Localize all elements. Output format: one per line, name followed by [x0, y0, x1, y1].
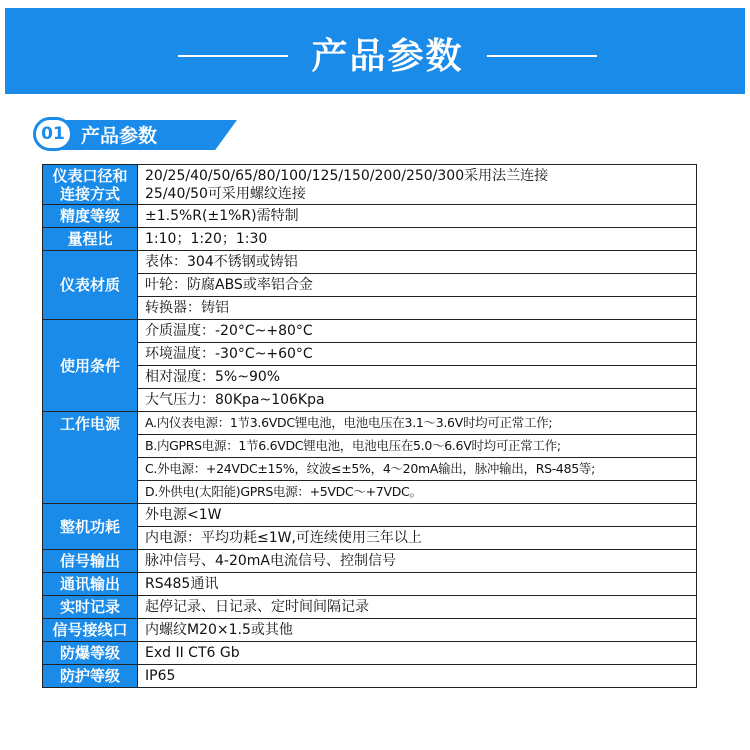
- row-value-power-4: D.外供电(太阳能)GPRS电源：+5VDC～+7VDC。: [138, 481, 697, 504]
- table-row: [43, 458, 697, 481]
- section-title: 产品参数: [81, 125, 158, 147]
- row-value-range: 1:10；1:20；1:30: [138, 228, 697, 251]
- row-header-wiring: 信号接线口: [43, 619, 138, 642]
- caliber-line-1: 20/25/40/50/65/80/100/125/150/200/250/300采用法兰连接: [145, 167, 549, 184]
- row-value-caliber: [138, 165, 697, 205]
- table-row: [43, 205, 697, 228]
- caliber-line-2: 25/40/50可采用螺纹连接: [145, 185, 306, 202]
- row-header-power: 工作电源: [43, 412, 138, 504]
- header-banner: [5, 8, 745, 94]
- table-row: [43, 596, 697, 619]
- table-row: [43, 665, 697, 688]
- row-value-condition-2: 环境温度：-30°C~+60°C: [138, 343, 697, 366]
- row-value-condition-4: 大气压力：80Kpa~106Kpa: [138, 389, 697, 412]
- row-value-explosion: Exd II CT6 Gb: [138, 642, 697, 665]
- row-header-communication: 通讯输出: [43, 573, 138, 596]
- row-header-consumption: 整机功耗: [43, 504, 138, 550]
- row-value-material-3: 转换器：铸铝: [138, 297, 697, 320]
- section-number-badge: 01: [33, 117, 73, 151]
- row-value-consumption-2: 内电源：平均功耗≤1W,可连续使用三年以上: [138, 527, 697, 550]
- table-row: [43, 320, 697, 343]
- table-row: [43, 251, 697, 274]
- table-row: [43, 573, 697, 596]
- banner-divider-left: [178, 55, 288, 57]
- banner-divider-right: [487, 55, 597, 57]
- table-row: [43, 504, 697, 527]
- page-title: 产品参数: [311, 36, 464, 77]
- table-row: [43, 297, 697, 320]
- row-header-material: 仪表材质: [43, 251, 138, 320]
- table-row: [43, 619, 697, 642]
- parameters-table: [42, 164, 697, 688]
- table-row: [43, 550, 697, 573]
- row-value-accuracy: ±1.5%R(±1%R)需特制: [138, 205, 697, 228]
- row-value-power-2: B.内GPRS电源：1节6.6VDC锂电池，电池电压在5.0～6.6V时均可正常工作;: [138, 435, 697, 458]
- row-value-power-1: A.内仪表电源：1节3.6VDC锂电池，电池电压在3.1～3.6V时均可正常工作;: [138, 412, 697, 435]
- row-value-condition-3: 相对湿度：5%~90%: [138, 366, 697, 389]
- row-header-record: 实时记录: [43, 596, 138, 619]
- row-value-power-3: C.外电源：+24VDC±15%，纹波≤±5%，4～20mA输出，脉冲输出，RS-485等;: [138, 458, 697, 481]
- table-row: [43, 165, 697, 205]
- table-row: [43, 343, 697, 366]
- row-value-material-1: 表体：304不锈钢或铸铝: [138, 251, 697, 274]
- row-value-protection: IP65: [138, 665, 697, 688]
- table-row: [43, 481, 697, 504]
- row-value-consumption-1: 外电源<1W: [138, 504, 697, 527]
- row-value-communication: RS485通讯: [138, 573, 697, 596]
- row-value-record: 起停记录、日记录、定时间间隔记录: [138, 596, 697, 619]
- table-row: [43, 527, 697, 550]
- row-header-caliber: 仪表口径和连接方式: [43, 165, 138, 205]
- table-row: [43, 228, 697, 251]
- row-value-material-2: 叶轮：防腐ABS或率铝合金: [138, 274, 697, 297]
- table-row: [43, 412, 697, 435]
- table-row: [43, 642, 697, 665]
- row-header-accuracy: 精度等级: [43, 205, 138, 228]
- row-header-conditions: 使用条件: [43, 320, 138, 412]
- row-header-range: 量程比: [43, 228, 138, 251]
- row-value-signal: 脉冲信号、4-20mA电流信号、控制信号: [138, 550, 697, 573]
- row-value-condition-1: 介质温度：-20°C~+80°C: [138, 320, 697, 343]
- row-header-protection: 防护等级: [43, 665, 138, 688]
- row-header-explosion: 防爆等级: [43, 642, 138, 665]
- row-value-wiring: 内螺纹M20×1.5或其他: [138, 619, 697, 642]
- row-header-signal: 信号输出: [43, 550, 138, 573]
- table-row: [43, 366, 697, 389]
- table-row: [43, 274, 697, 297]
- table-row: [43, 435, 697, 458]
- table-row: [43, 389, 697, 412]
- section-heading: [33, 117, 213, 151]
